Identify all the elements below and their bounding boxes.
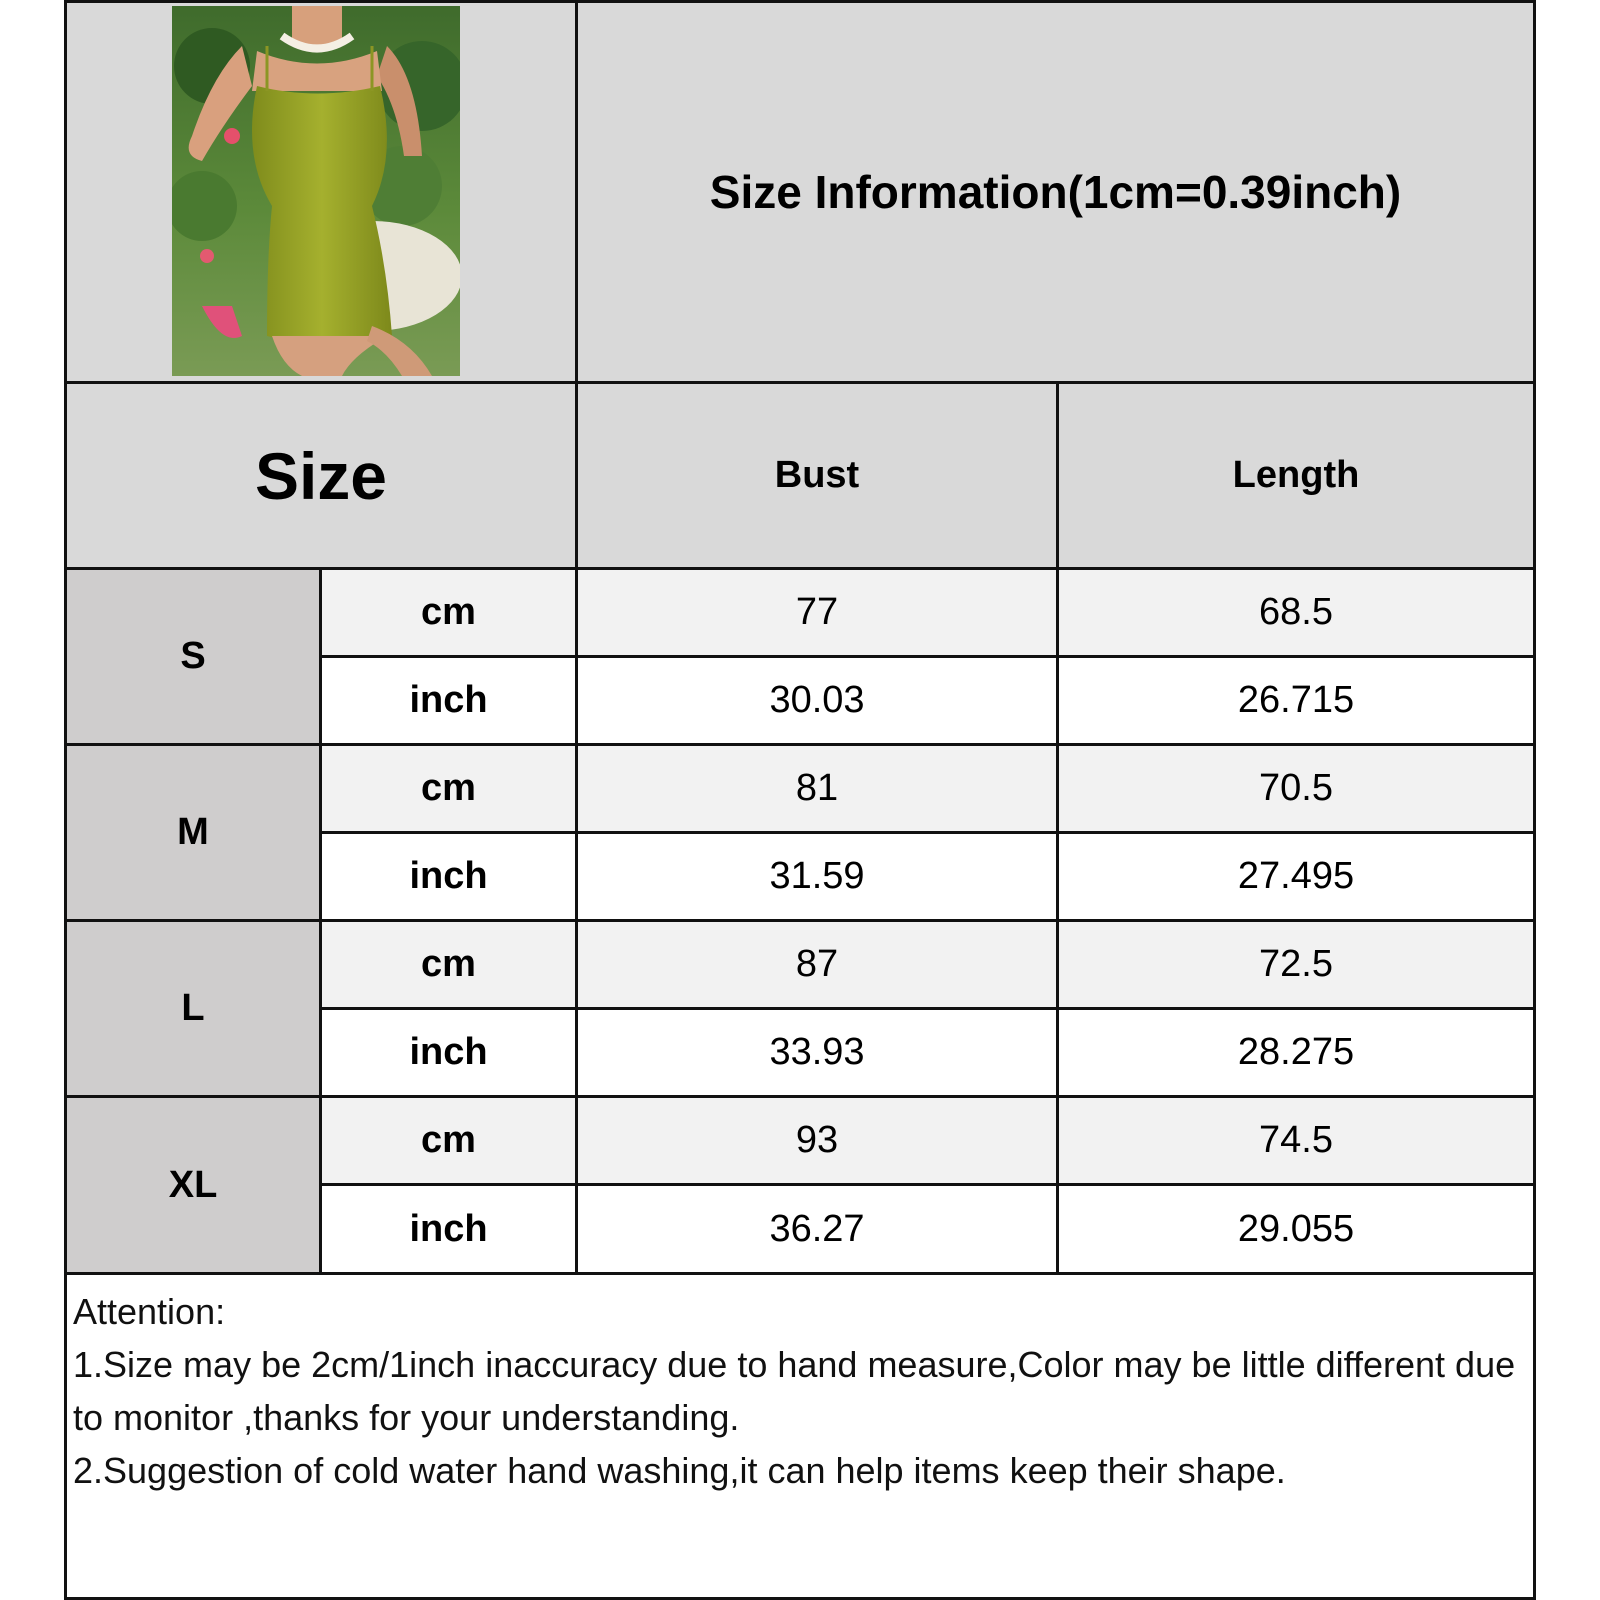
- attention-line-2: 2.Suggestion of cold water hand washing,it can help items keep their shape.: [73, 1450, 1286, 1491]
- size-label-l: L: [64, 919, 322, 1098]
- unit-inch: inch: [319, 1183, 578, 1275]
- unit-inch: inch: [319, 655, 578, 746]
- unit-cm: cm: [319, 567, 578, 658]
- length-value: 68.5: [1056, 567, 1536, 658]
- unit-cm: cm: [319, 919, 578, 1010]
- length-column-header: Length: [1056, 381, 1536, 570]
- length-value: 74.5: [1056, 1095, 1536, 1186]
- length-value: 70.5: [1056, 743, 1536, 834]
- bust-value: 87: [575, 919, 1059, 1010]
- bust-value: 93: [575, 1095, 1059, 1186]
- bust-value: 31.59: [575, 831, 1059, 922]
- size-information-title: Size Information(1cm=0.39inch): [575, 0, 1536, 384]
- length-value: 27.495: [1056, 831, 1536, 922]
- attention-heading: Attention:: [73, 1291, 226, 1332]
- size-chart: [64, 0, 1536, 1600]
- bust-column-header: Bust: [575, 381, 1059, 570]
- unit-cm: cm: [319, 743, 578, 834]
- size-label-xl: XL: [64, 1095, 322, 1275]
- bust-value: 30.03: [575, 655, 1059, 746]
- length-value: 28.275: [1056, 1007, 1536, 1098]
- green-bodycon-dress-photo: [172, 6, 460, 376]
- bust-value: 33.93: [575, 1007, 1059, 1098]
- unit-cm: cm: [319, 1095, 578, 1186]
- attention-line-1: 1.Size may be 2cm/1inch inaccuracy due to hand measure,Color may be little different due to monitor ,thanks for your understanding.: [73, 1344, 1516, 1438]
- size-label-m: M: [64, 743, 322, 922]
- size-label-s: S: [64, 567, 322, 746]
- length-value: 26.715: [1056, 655, 1536, 746]
- size-column-header: Size: [64, 381, 578, 570]
- length-value: 29.055: [1056, 1183, 1536, 1275]
- unit-inch: inch: [319, 1007, 578, 1098]
- bust-value: 77: [575, 567, 1059, 658]
- attention-notes: [64, 1272, 1536, 1600]
- unit-inch: inch: [319, 831, 578, 922]
- bust-value: 36.27: [575, 1183, 1059, 1275]
- length-value: 72.5: [1056, 919, 1536, 1010]
- bust-value: 81: [575, 743, 1059, 834]
